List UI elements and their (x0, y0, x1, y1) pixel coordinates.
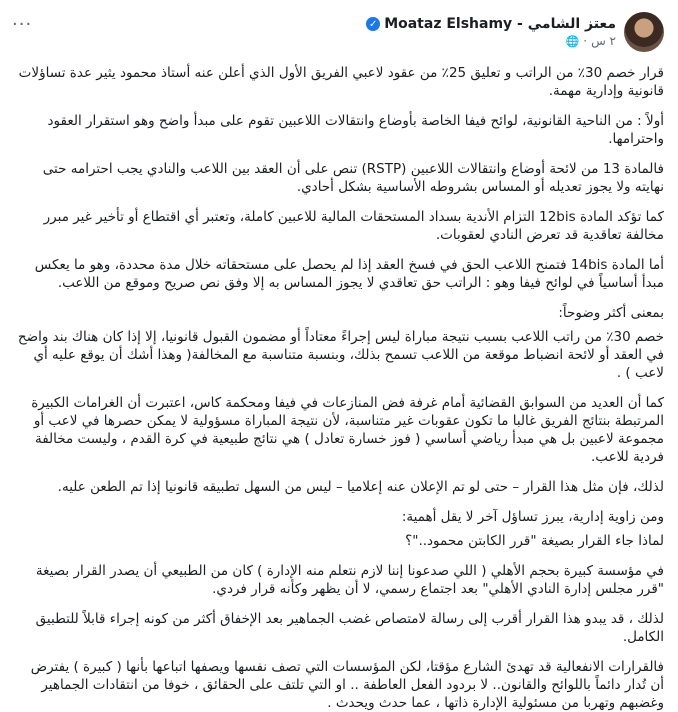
post-header (12, 8, 664, 56)
paragraph: في مؤسسة كبيرة بحجم الأهلي ( اللي صدعونا إننا لازم نتعلم منه الإدارة ) كان من الطبيعي أن يصدر القرار بصيغة "قرر مجلس إدارة النادي الأهلي" بعد اجتماع رسمي، لا أن يظهر وكأنه قرار فردي. (35, 563, 664, 597)
paragraph: فالقرارات الانفعالية قد تهدئ الشارع مؤقتا، لكن المؤسسات التي تصف نفسها ويصفها اتباعها بأنها ( كبيرة ) يفترض أن تُدار دائماً باللوائح والقانون.. لا بردود الفعل العاطفة .. او التي تلتف على الحقائق ، خوفا من انتقادات الجماهير وغضبهم وتهربا من مسئولية الإدارة ذاتها ، عما حدث ويحدث . (30, 659, 664, 711)
verified-badge-icon: ✓ (366, 17, 380, 31)
author-meta (366, 16, 616, 48)
paragraph: أما المادة 14bis فتمنح اللاعب الحق في فسخ العقد إذا لم يحصل على مستحقاته خلال مدة محددة، وهو ما يعكس مبدأ أساسياً في لوائح فيفا وهو : الراتب حق تعاقدي لا يجوز المساس به إلا وفق نص صريح وموقع من اللاعب. (34, 257, 664, 291)
paragraph: أولاً : من الناحية القانونية، لوائح فيفا الخاصة بأوضاع وانتقالات اللاعبين تقوم على مبدأ واضح وهو استقرار العقود واحترامها. (47, 113, 664, 147)
paragraph: لماذا جاء القرار بصيغة "قرر الكابتن محمود.."؟ (405, 533, 664, 549)
author-name[interactable]: معتز الشامي - Moataz Elshamy (384, 16, 616, 32)
paragraph: لذلك، فإن مثل هذا القرار – حتى لو تم الإعلان عنه إعلاميا – ليس من السهل تطبيقه قانونيا إذا تم الطعن عليه. (57, 479, 664, 495)
post-subline (366, 34, 616, 48)
separator-dot: · (583, 34, 588, 48)
paragraph: خصم 30٪ من راتب اللاعب بسبب نتيجة مباراة ليس إجراءً معتاداً أو مضمون القبول قانونيا، إلا إذا كان هناك بند واضح في العقد أو لائحة انضباط موقعة من اللاعب تسمح بذلك، وبنسبة متناسبة مع المخالفة( وهذا أشك أن يوقع عليه أي لاعب ) . (17, 329, 664, 381)
paragraph: بمعنى أكثر وضوحاً: (558, 305, 664, 321)
paragraph: كما أن العديد من السوابق القضائية أمام غرفة فض المنازعات في فيفا ومحكمة كاس، اعتبرت أن الغرامات الكبيرة المرتبطة بنتائج الفريق غالبا ما تكون عقوبات غير متناسبة، لأن نتيجة المباراة مسؤولية لا يمكن حصرها في لاعب أو مجموعة لاعبين بل هي مبدأ رياضي أساسي ( فوز خسارة تعادل ) هي نتائج طبيعية في كرة القدم ، وليست مخالفة فردية للاعب. (31, 395, 664, 465)
paragraph: قرار خصم 30٪ من الراتب و تعليق 25٪ من عقود لاعبي الفريق الأول الذي أعلن عنه أستاذ محمود يثير عدة تساؤلات قانونية وإدارية مهمة. (18, 65, 664, 99)
post-content (16, 64, 664, 712)
paragraph: فالمادة 13 من لائحة أوضاع وانتقالات اللاعبين (RSTP) تنص على أن العقد بين اللاعب والنادي يجب احترامه حتى نهايته ولا يجوز تعديله أو المساس بشروطه الأساسية بشكل أحادي. (42, 161, 664, 195)
paragraph: ومن زاوية إدارية، يبرز تساؤل آخر لا يقل أهمية: (401, 509, 664, 525)
author-name-row (366, 16, 616, 32)
paragraph: لذلك ، قد يبدو هذا القرار أقرب إلى رسالة لامتصاص غضب الجماهير بعد الإخفاق أكثر من كونه إجراء قابلاً للتطبيق الكامل. (35, 611, 664, 645)
more-options-icon[interactable]: ··· (12, 14, 33, 35)
paragraph: كما تؤكد المادة 12bis التزام الأندية بسداد المستحقات المالية للاعبين كاملة، وتعتبر أي اقتطاع أو تأخير غير مبرر مخالفة تعاقدية قد تعرض النادي لعقوبات. (43, 209, 664, 243)
author-avatar[interactable] (624, 12, 664, 52)
globe-icon: 🌐 (565, 34, 580, 48)
post-time[interactable]: ٢ س (591, 34, 616, 48)
